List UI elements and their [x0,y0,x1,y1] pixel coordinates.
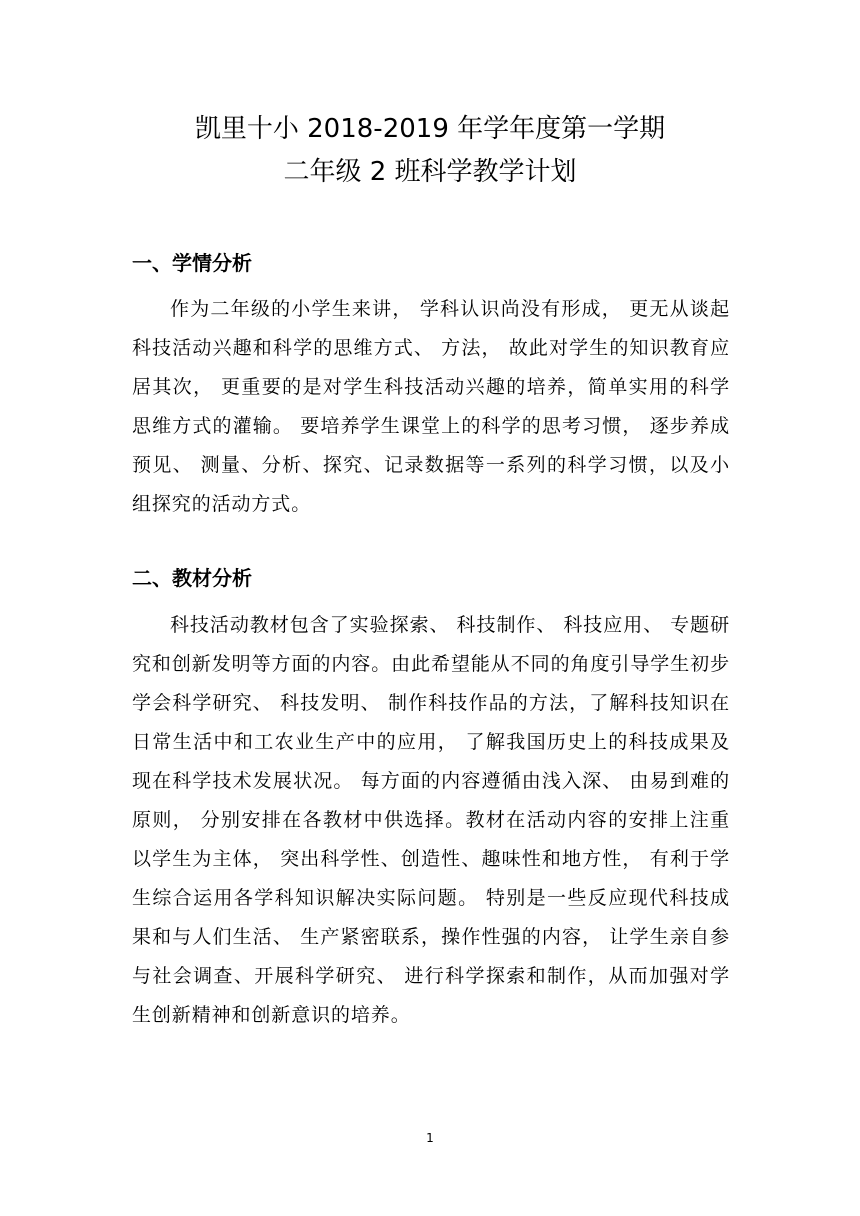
section-paragraph-learning-analysis: 作为二年级的小学生来讲， 学科认识尚没有形成， 更无从谈起科技活动兴趣和科学的思维方式、 方法， 故此对学生的知识教育应居其次， 更重要的是对学生科技活动兴趣的培养，简单实用的科学思维方式的灌输。 要培养学生课堂上的科学的思考习惯， 逐步养成预见、 测量、分析、探究、记录数据等一系列的科学习惯，以及小组探究的活动方式。 [132,298,730,515]
section-paragraph-textbook-analysis: 科技活动教材包含了实验探索、 科技制作、 科技应用、 专题研究和创新发明等方面的内容。由此希望能从不同的角度引导学生初步学会科学研究、 科技发明、 制作科技作品的方法，了解科技知识在日常生活中和工农业生产中的应用， 了解我国历史上的科技成果及现在科学技术发展状况。 每方面的内容遵循由浅入深、 由易到难的原则， 分别安排在各教材中供选择。教材在活动内容的安排上注重以学生为主体， 突出科学性、创造性、趣味性和地方性， 有利于学生综合运用各学科知识解决实际问题。 特别是一些反应现代科技成果和与人们生活、 生产紧密联系，操作性强的内容， 让学生亲自参与社会调查、开展科学研究、 进行科学探索和制作，从而加强对学生创新精神和创新意识的培养。 [132,614,730,1026]
document-title-line-1: 凯里十小 2018-2019 年学年度第一学期 [194,114,666,144]
section-heading-textbook-analysis: 二、教材分析 [132,566,252,590]
page-number: 1 [426,1131,434,1145]
document-title-line-2: 二年级 2 班科学教学计划 [283,157,577,187]
section-heading-learning-analysis: 一、学情分析 [132,251,252,275]
